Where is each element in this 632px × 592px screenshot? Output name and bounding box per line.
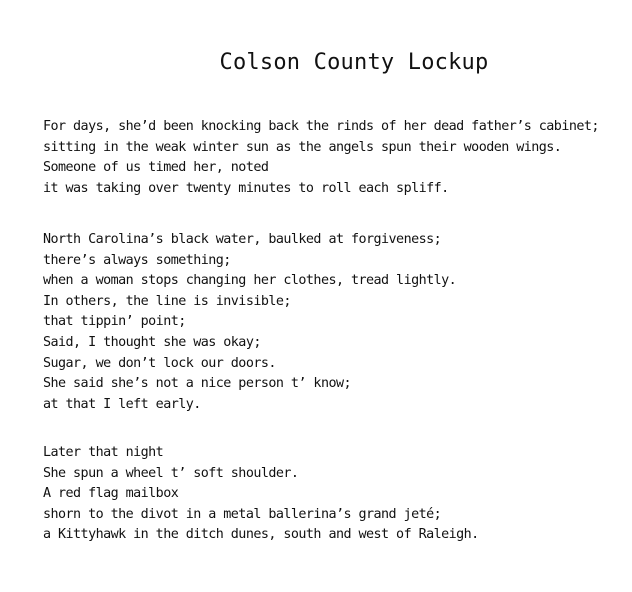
poem-title: Colson County Lockup bbox=[219, 50, 489, 75]
poem-line: A red flag mailbox bbox=[43, 486, 179, 502]
poem-line: She spun a wheel t’ soft shoulder. bbox=[43, 465, 299, 481]
poem-line: at that I left early. bbox=[43, 396, 201, 412]
stanza-3 bbox=[43, 443, 623, 546]
poem-line: sitting in the weak winter sun as the angels spun their wooden wings. bbox=[43, 139, 562, 155]
poem-line: there’s always something; bbox=[43, 252, 231, 268]
poem-line: Said, I thought she was okay; bbox=[43, 334, 261, 350]
poem-line: For days, she’d been knocking back the rinds of her dead father’s cabinet; bbox=[43, 119, 599, 134]
poem-line: Someone of us timed her, noted bbox=[43, 160, 269, 176]
poem-line: Sugar, we don’t lock our doors. bbox=[43, 355, 276, 371]
poem-line: that tippin’ point; bbox=[43, 314, 186, 330]
poem-line: a Kittyhawk in the ditch dunes, south and west of Raleigh. bbox=[43, 527, 479, 543]
poem-line: In others, the line is invisible; bbox=[43, 293, 291, 309]
poem-line: She said she’s not a nice person t’ know; bbox=[43, 376, 351, 392]
poem-line: shorn to the divot in a metal ballerina’s grand jeté; bbox=[43, 506, 442, 522]
poem-line: when a woman stops changing her clothes, tread lightly. bbox=[43, 273, 457, 289]
poem-line: Later that night bbox=[43, 445, 164, 460]
stanza-1 bbox=[43, 117, 623, 199]
poem-line: it was taking over twenty minutes to roll each spliff. bbox=[43, 180, 449, 196]
poem-line: North Carolina’s black water, baulked at forgiveness; bbox=[43, 232, 442, 247]
stanza-2 bbox=[43, 230, 623, 415]
